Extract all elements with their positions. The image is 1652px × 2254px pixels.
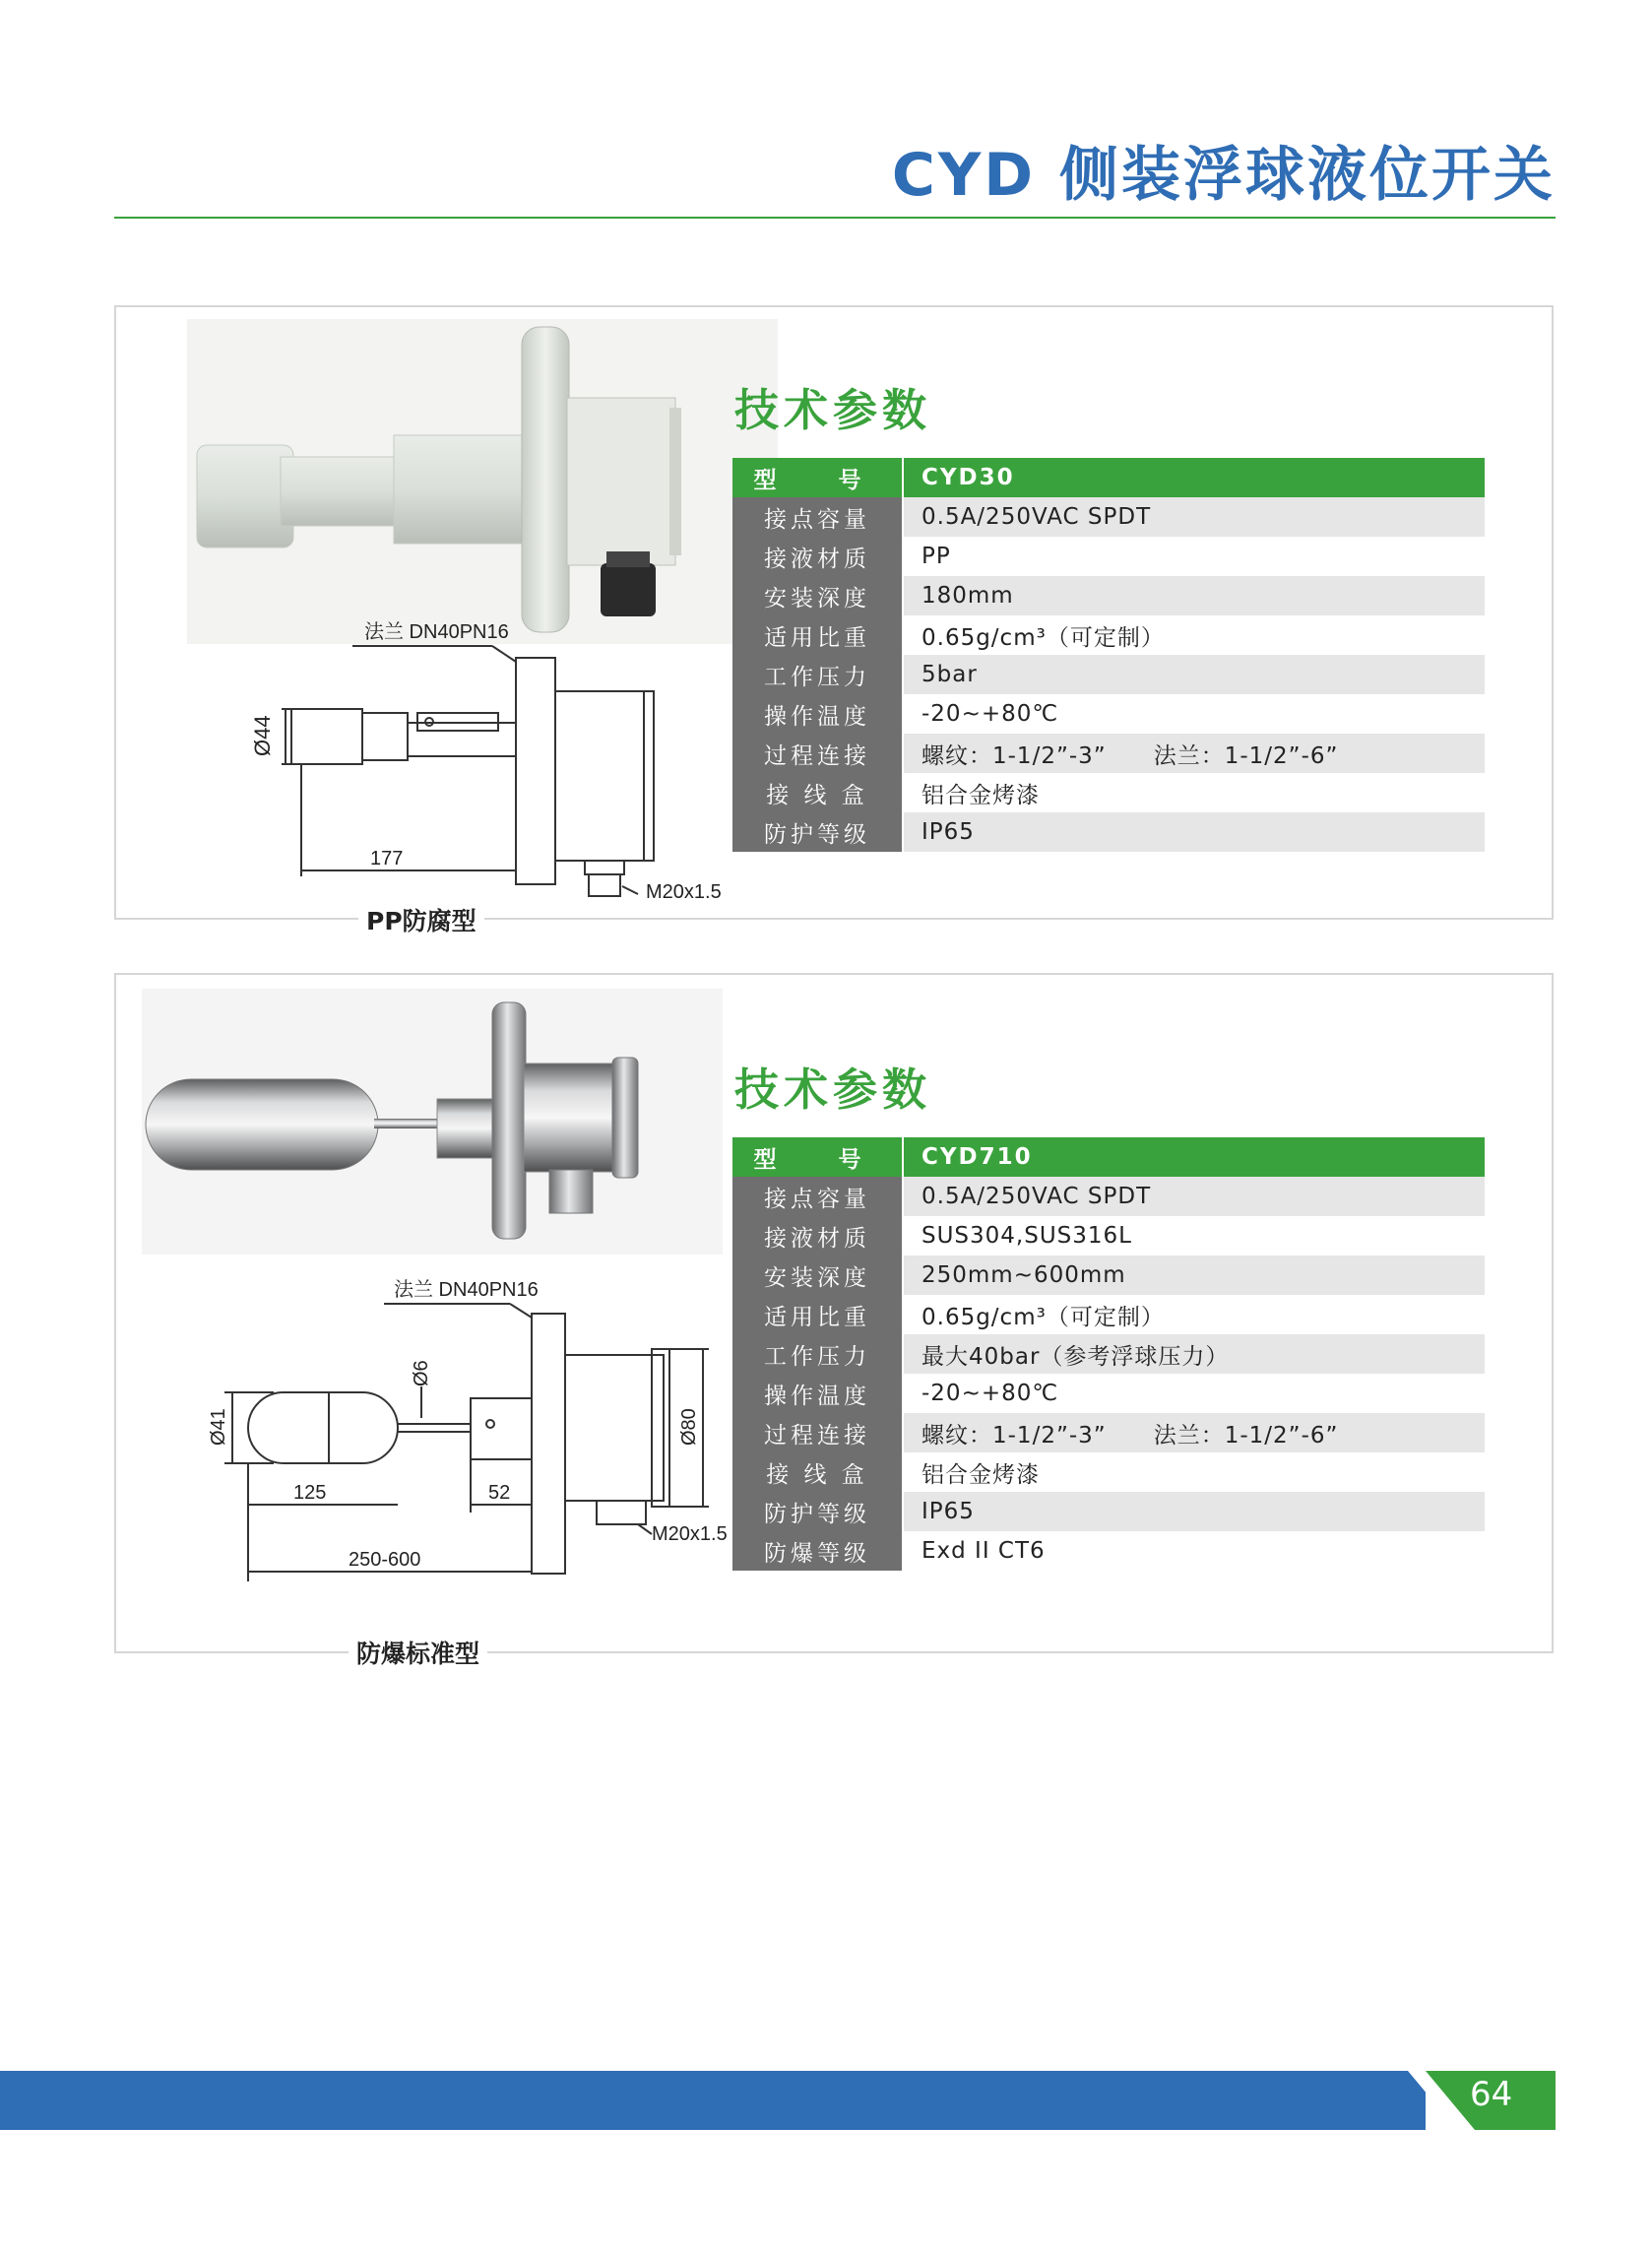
dim-diameter: Ø44 xyxy=(250,715,275,756)
spec-value: 0.5A/250VAC SPDT xyxy=(904,1177,1485,1216)
spec-label: 过程连接 xyxy=(732,734,904,773)
spec-value: 5bar xyxy=(904,655,1485,694)
steel-housing xyxy=(524,1063,622,1172)
dim-total: 250-600 xyxy=(349,1549,421,1571)
spec-value: 最大40bar（参考浮球压力） xyxy=(904,1334,1485,1374)
product-panel-pp xyxy=(114,305,1554,935)
spec-row xyxy=(732,1256,1485,1295)
technical-drawing-pp xyxy=(175,618,786,904)
pp-float xyxy=(197,445,293,547)
spec-row xyxy=(732,1413,1485,1452)
steel-cable-entry xyxy=(549,1170,593,1213)
thread-label: M20x1.5 xyxy=(646,881,722,903)
spec-value: 螺纹：1-1/2”-3” 法兰：1-1/2”-6” xyxy=(904,1413,1485,1452)
spec-row xyxy=(732,615,1485,655)
spec-row xyxy=(732,773,1485,812)
pp-box-lid xyxy=(669,408,681,555)
spec-value: CYD710 xyxy=(904,1137,1485,1177)
technical-drawing-explosion-proof xyxy=(126,1276,815,1601)
spec-value: SUS304,SUS316L xyxy=(904,1216,1485,1256)
spec-table-pp xyxy=(732,374,1485,852)
product-photo-pp xyxy=(187,319,778,644)
spec-label: 接 线 盒 xyxy=(732,1452,904,1492)
spec-value: 0.65g/cm³（可定制） xyxy=(904,615,1485,655)
page-title: CYD 侧装浮球液位开关 xyxy=(891,141,1556,210)
spec-row xyxy=(732,1374,1485,1413)
spec-label: 适用比重 xyxy=(732,1295,904,1334)
spec-label: 操作温度 xyxy=(732,1374,904,1413)
spec-label: 接 线 盒 xyxy=(732,773,904,812)
spec-row xyxy=(732,1295,1485,1334)
pp-float-arm xyxy=(281,457,399,526)
pp-cable-gland xyxy=(601,563,656,616)
dim-stem: Ø6 xyxy=(411,1360,432,1386)
footer-bar xyxy=(0,2071,1652,2130)
spec-value: 铝合金烤漆 xyxy=(904,773,1485,812)
pp-stem xyxy=(394,435,532,544)
spec-row xyxy=(732,576,1485,615)
spec-title: 技术参数 xyxy=(734,384,932,436)
spec-row xyxy=(732,1452,1485,1492)
product-photo-explosion-proof xyxy=(142,989,723,1255)
spec-value: 250mm~600mm xyxy=(904,1256,1485,1295)
spec-label: 型 号 xyxy=(732,458,904,497)
spec-label: 安装深度 xyxy=(732,1256,904,1295)
spec-value: -20~+80℃ xyxy=(904,694,1485,734)
steel-float xyxy=(146,1079,378,1170)
flange-label: 法兰 DN40PN16 xyxy=(394,1279,539,1301)
spec-row xyxy=(732,537,1485,576)
spec-label: 工作压力 xyxy=(732,1334,904,1374)
spec-row xyxy=(732,1334,1485,1374)
spec-rows xyxy=(732,458,1485,852)
dim-float: 125 xyxy=(293,1482,327,1504)
flange-label: 法兰 DN40PN16 xyxy=(364,621,509,643)
spec-row xyxy=(732,734,1485,773)
page-number: 64 xyxy=(1470,2075,1513,2114)
spec-label: 操作温度 xyxy=(732,694,904,734)
footer-blue-band xyxy=(0,2071,1426,2130)
spec-row xyxy=(732,497,1485,537)
pp-flange xyxy=(522,327,569,632)
spec-label: 安装深度 xyxy=(732,576,904,615)
spec-value: 180mm xyxy=(904,576,1485,615)
spec-row xyxy=(732,694,1485,734)
pp-junction-box xyxy=(567,398,675,565)
spec-label: 工作压力 xyxy=(732,655,904,694)
spec-title: 技术参数 xyxy=(734,1063,932,1116)
spec-row xyxy=(732,1137,1485,1177)
spec-label: 防护等级 xyxy=(732,812,904,852)
spec-row xyxy=(732,1492,1485,1531)
spec-label: 接液材质 xyxy=(732,1216,904,1256)
dim-box: Ø80 xyxy=(678,1408,700,1446)
spec-value: PP xyxy=(904,537,1485,576)
spec-label: 防护等级 xyxy=(732,1492,904,1531)
spec-value: 铝合金烤漆 xyxy=(904,1452,1485,1492)
spec-label: 接液材质 xyxy=(732,537,904,576)
spec-label: 过程连接 xyxy=(732,1413,904,1452)
dim-length: 177 xyxy=(370,848,404,869)
steel-neck xyxy=(437,1099,496,1158)
product-panel-explosion-proof xyxy=(114,973,1554,1668)
spec-label: 型 号 xyxy=(732,1137,904,1177)
pp-gland-nut xyxy=(606,551,650,567)
spec-row xyxy=(732,458,1485,497)
spec-value: 0.65g/cm³（可定制） xyxy=(904,1295,1485,1334)
dim-diameter: Ø41 xyxy=(208,1408,229,1446)
spec-label: 接点容量 xyxy=(732,1177,904,1216)
spec-value: -20~+80℃ xyxy=(904,1374,1485,1413)
spec-rows xyxy=(732,1137,1485,1571)
spec-label: 适用比重 xyxy=(732,615,904,655)
steel-housing-cap xyxy=(612,1058,638,1178)
spec-value: 0.5A/250VAC SPDT xyxy=(904,497,1485,537)
spec-value: 螺纹：1-1/2”-3” 法兰：1-1/2”-6” xyxy=(904,734,1485,773)
caption-pp: PP防腐型 xyxy=(358,902,484,937)
spec-value: IP65 xyxy=(904,1492,1485,1531)
spec-row xyxy=(732,1216,1485,1256)
spec-row xyxy=(732,1531,1485,1571)
spec-row xyxy=(732,1177,1485,1216)
spec-label: 接点容量 xyxy=(732,497,904,537)
spec-value: CYD30 xyxy=(904,458,1485,497)
spec-table-explosion-proof xyxy=(732,1054,1485,1571)
dim-neck: 52 xyxy=(488,1482,511,1504)
spec-value: IP65 xyxy=(904,812,1485,852)
steel-flange xyxy=(492,1002,526,1239)
spec-label: 防爆等级 xyxy=(732,1531,904,1571)
spec-row xyxy=(732,812,1485,852)
steel-stem xyxy=(374,1119,443,1128)
title-divider xyxy=(114,217,1556,219)
spec-row xyxy=(732,655,1485,694)
caption-explosion-proof: 防爆标准型 xyxy=(349,1635,487,1670)
thread-label: M20x1.5 xyxy=(652,1523,728,1545)
spec-value: Exd II CT6 xyxy=(904,1531,1485,1571)
